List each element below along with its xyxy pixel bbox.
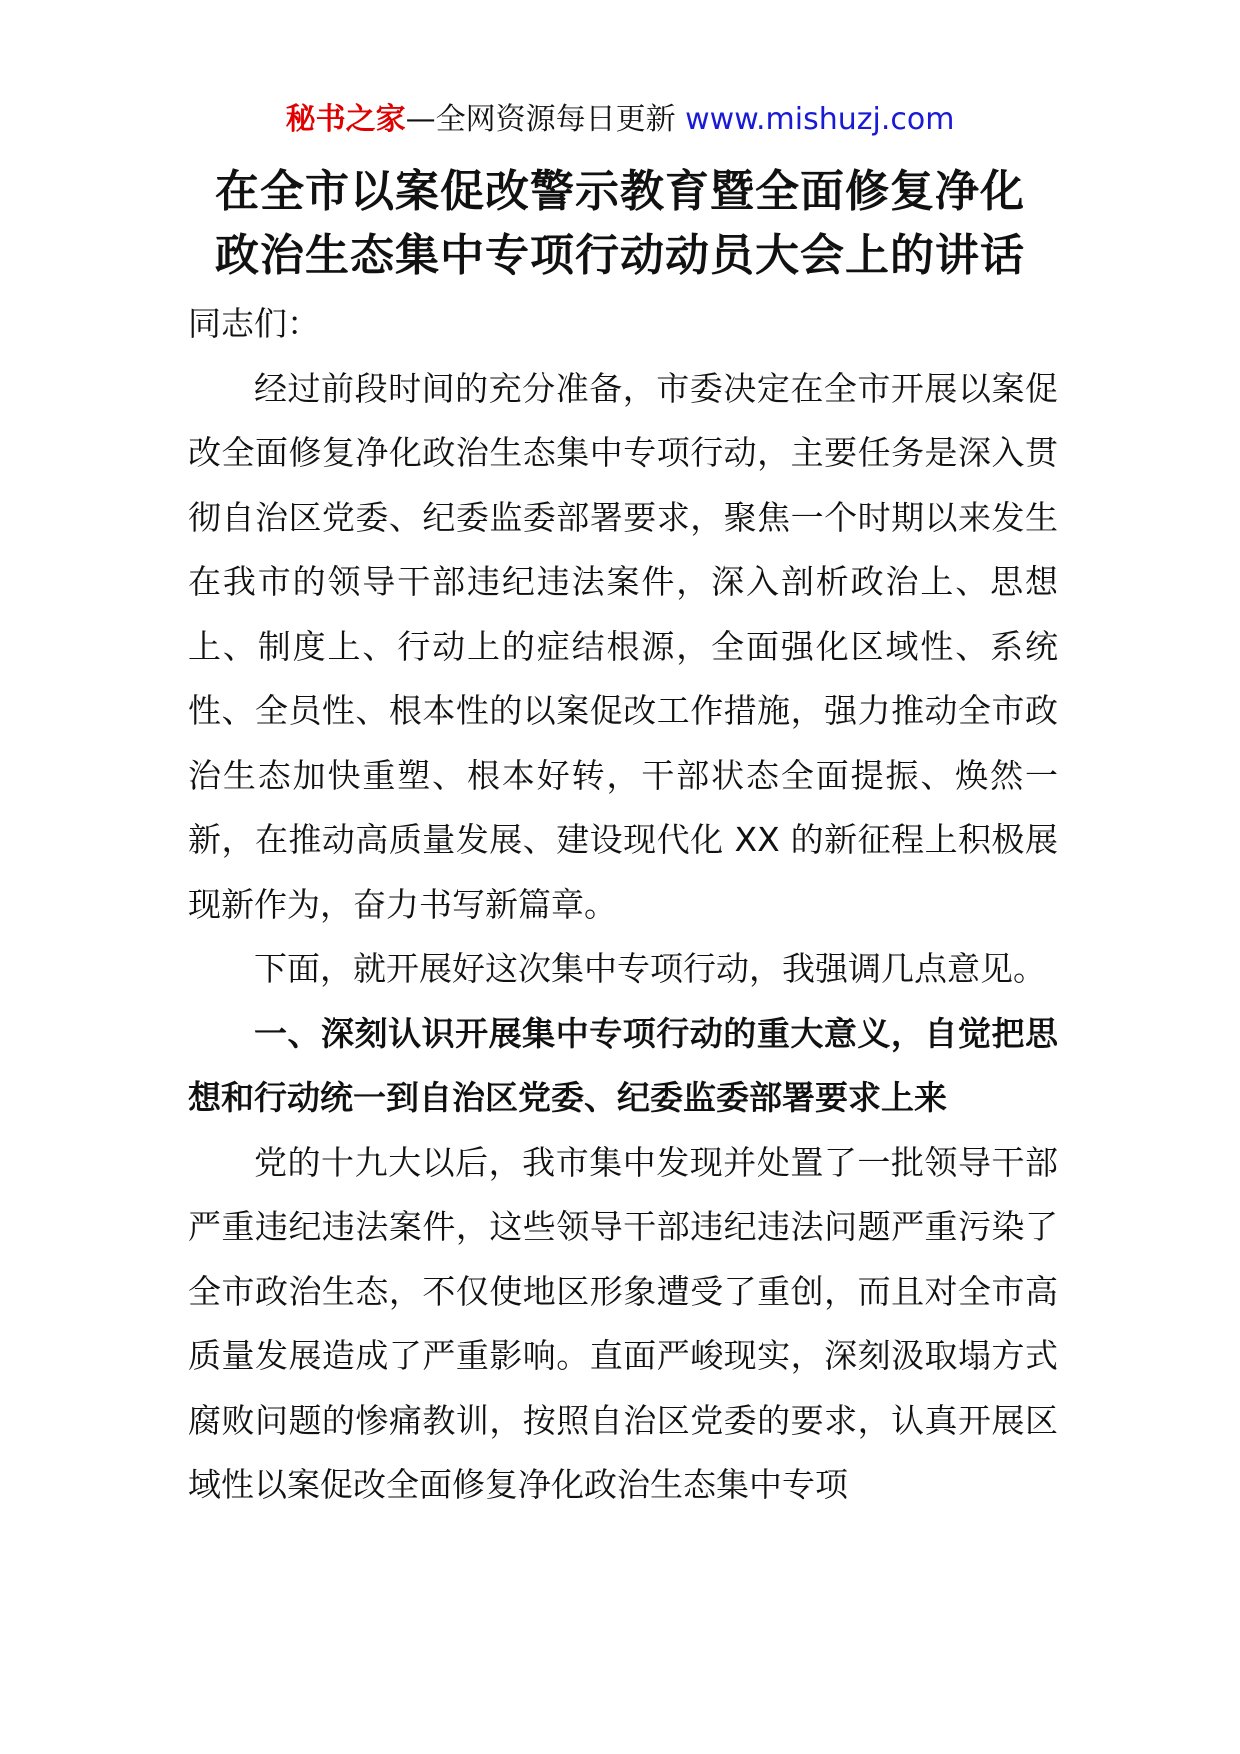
- header-tagline: —全网资源每日更新: [405, 102, 676, 137]
- salutation: 同志们：: [188, 304, 320, 343]
- title-line-2: 政治生态集中专项行动动员大会上的讲话: [215, 230, 1025, 281]
- title-line-1: 在全市以案促改警示教育暨全面修复净化: [215, 166, 1025, 217]
- document-title: [180, 160, 1060, 288]
- paragraph-3: 党的十九大以后，我市集中发现并处置了一批领导干部严重违纪违法案件，这些领导干部违纪违法问题严重污染了全市政治生态，不仅使地区形象遭受了重创，而且对全市高质量发展造成了严重影响。直面严峻现实，深刻汲取塌方式腐败问题的惨痛教训，按照自治区党委的要求，认真开展区域性以案促改全面修复净化政治生态集中专项: [188, 1142, 1058, 1504]
- watermark-header: [0, 100, 1240, 140]
- document-body: [188, 292, 1058, 1518]
- paragraph-1: 经过前段时间的充分准备，市委决定在全市开展以案促改全面修复净化政治生态集中专项行动，主要任务是深入贯彻自治区党委、纪委监委部署要求，聚焦一个时期以来发生在我市的领导干部违纪违法案件，深入剖析政治上、思想上、制度上、行动上的症结根源，全面强化区域性、系统性、全员性、根本性的以案促改工作措施，强力推动全市政治生态加快重塑、根本好转，干部状态全面提振、焕然一新，在推动高质量发展、建设现代化 XX 的新征程上积极展现新作为，奋力书写新篇章。: [188, 368, 1058, 924]
- paragraph-2: 下面，就开展好这次集中专项行动，我强调几点意见。: [254, 949, 1046, 988]
- header-brand: 秘书之家: [285, 102, 406, 137]
- section-heading-1: 一、深刻认识开展集中专项行动的重大意义，自觉把思想和行动统一到自治区党委、纪委监委部署要求上来: [188, 1013, 1058, 1117]
- header-url[interactable]: www.mishuzj.com: [685, 102, 955, 137]
